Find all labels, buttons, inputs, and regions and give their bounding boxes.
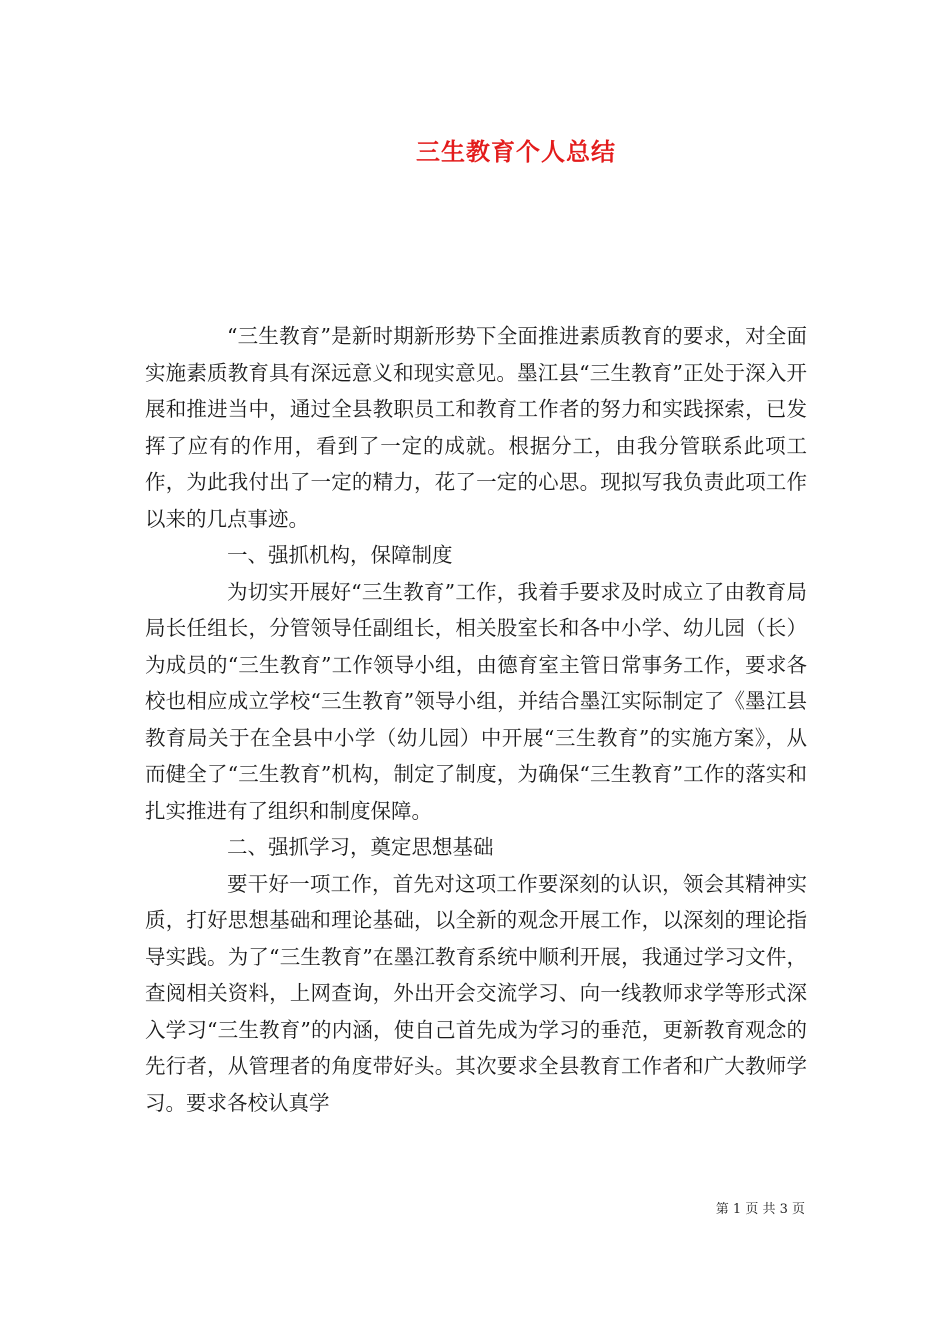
section-heading-1: 一、强抓机构，保障制度 xyxy=(227,543,453,567)
document-body xyxy=(145,318,807,1121)
section-heading-2: 二、强抓学习，奠定思想基础 xyxy=(227,835,494,859)
paragraph-section-1: 为切实开展好“三生教育”工作，我着手要求及时成立了由教育局局长任组长，分管领导任副组长，相关股室长和各中小学、幼儿园（长）为成员的“三生教育”工作领导小组，由德育室主管日常事务工作，要求各校也相应成立学校“三生教育”领导小组，并结合墨江实际制定了《墨江县教育局关于在全县中小学（幼儿园）中开展“三生教育”的实施方案》，从而健全了“三生教育”机构，制定了制度，为确保“三生教育”工作的落实和扎实推进有了组织和制度保障。 xyxy=(145,579,807,823)
paragraph-section-2: 要干好一项工作，首先对这项工作要深刻的认识，领会其精神实质，打好思想基础和理论基础，以全新的观念开展工作，以深刻的理论指导实践。为了“三生教育”在墨江教育系统中顺利开展，我通过学习文件，查阅相关资料，上网查询，外出开会交流学习、向一线教师求学等形式深入学习“三生教育”的内涵，使自己首先成为学习的垂范，更新教育观念的先行者，从管理者的角度带好头。其次要求全县教育工作者和广大教师学习。要求各校认真学 xyxy=(145,871,807,1115)
paragraph-intro: “三生教育”是新时期新形势下全面推进素质教育的要求，对全面实施素质教育具有深远意义和现实意见。墨江县“三生教育”正处于深入开展和推进当中，通过全县教职员工和教育工作者的努力和实践探索，已发挥了应有的作用，看到了一定的成就。根据分工，由我分管联系此项工作，为此我付出了一定的精力，花了一定的心思。现拟写我负责此项工作以来的几点事迹。 xyxy=(145,324,807,531)
page-number-footer: 第 1 页 共 3 页 xyxy=(715,1202,805,1217)
document-title: 三生教育个人总结 xyxy=(416,137,616,166)
